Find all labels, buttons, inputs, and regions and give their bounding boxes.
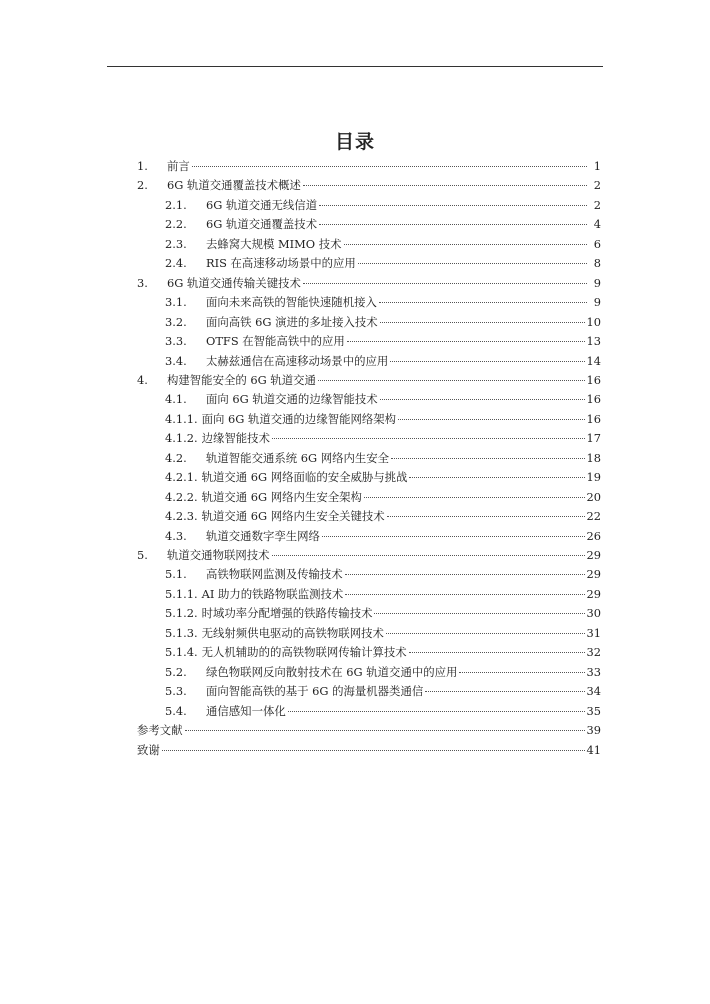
toc-entry-number: 5.4. — [165, 703, 187, 718]
toc-entry-title: 高铁物联网监测及传输技术 — [206, 567, 343, 582]
dot-leader — [345, 574, 585, 575]
toc-entry[interactable] — [165, 430, 601, 449]
toc-entry-number: 5.1. — [165, 567, 187, 582]
toc-entry-title: 面向智能高铁的基于 6G 的海量机器类通信 — [206, 684, 424, 699]
toc-entry-title: OTFS 在智能高铁中的应用 — [206, 334, 345, 349]
toc-entry-page: 29 — [586, 548, 601, 562]
dot-leader — [162, 750, 585, 751]
toc-entry-page: 14 — [586, 353, 601, 368]
toc-title: 目录 — [334, 131, 375, 153]
toc-entry[interactable] — [165, 469, 601, 488]
toc-entry-title: 轨道交通 6G 网络面临的安全威胁与挑战 — [201, 470, 408, 485]
toc-entry-number: 5. — [137, 548, 148, 562]
dot-leader — [318, 380, 585, 381]
dot-leader — [185, 730, 585, 731]
toc-entry-number: 3.1. — [165, 295, 187, 310]
toc-entry-number: 2.1. — [165, 197, 187, 212]
dot-leader — [379, 302, 587, 303]
dot-leader — [303, 283, 587, 284]
toc-entry[interactable] — [165, 508, 601, 527]
dot-leader — [272, 438, 585, 439]
toc-entry-title: 6G 轨道交通覆盖技术概述 — [167, 178, 301, 193]
toc-entry-title: 面向未来高铁的智能快速随机接入 — [206, 295, 377, 310]
dot-leader — [387, 516, 585, 517]
toc-entry-number: 3. — [137, 275, 148, 290]
toc-entry-page: 22 — [586, 509, 601, 524]
toc-entry[interactable] — [137, 177, 601, 196]
toc-entry-page: 2 — [593, 178, 601, 193]
toc-entry-number: 5.1.4. — [165, 645, 198, 660]
dot-leader — [319, 224, 587, 225]
toc-entry-number: 4.2.1. — [165, 470, 198, 485]
dot-leader — [322, 536, 585, 537]
toc-entry-title: 边缘智能技术 — [201, 431, 270, 446]
toc-entry-page: 33 — [586, 664, 601, 679]
toc-entry-number: 3.2. — [165, 314, 187, 329]
toc-entry[interactable] — [137, 158, 601, 177]
toc-entry-number: 1. — [137, 159, 148, 173]
toc-entry-number: 3.4. — [165, 353, 187, 368]
dot-leader — [380, 322, 585, 323]
toc-entry[interactable] — [165, 391, 601, 410]
toc-entry[interactable] — [165, 197, 601, 216]
toc-entry-title: 前言 — [167, 159, 190, 173]
toc-entry-page: 34 — [586, 684, 601, 699]
toc-entry-page: 10 — [586, 314, 601, 329]
toc-entry[interactable] — [137, 547, 601, 566]
dot-leader — [409, 652, 585, 653]
toc-entry-number: 3.3. — [165, 334, 187, 349]
toc-entry[interactable] — [165, 236, 601, 255]
toc-entry-page: 29 — [586, 586, 601, 601]
toc-entry-title: 轨道交通物联网技术 — [167, 548, 270, 562]
toc-entry[interactable] — [165, 625, 601, 644]
toc-entry-number: 2.4. — [165, 256, 187, 271]
toc-entry-title: 致谢 — [137, 742, 160, 757]
toc-entry-number: 2.2. — [165, 217, 187, 232]
toc-entry[interactable] — [137, 722, 601, 741]
dot-leader — [409, 477, 584, 478]
toc-entry-page: 16 — [586, 392, 601, 407]
dot-leader — [386, 633, 585, 634]
toc-entry-number: 5.1.3. — [165, 625, 198, 640]
toc-entry[interactable] — [165, 411, 601, 430]
toc-entry-page: 4 — [593, 217, 601, 232]
header-rule — [107, 66, 603, 67]
dot-leader — [319, 205, 587, 206]
toc-entry-number: 5.3. — [165, 684, 187, 699]
toc-entry-title: 去蜂窝大规模 MIMO 技术 — [206, 236, 342, 251]
toc-entry-title: 轨道智能交通系统 6G 网络内生安全 — [206, 450, 390, 465]
toc-entry-title: AI 助力的铁路物联监测技术 — [201, 586, 344, 601]
dot-leader — [425, 691, 584, 692]
toc-entry[interactable] — [165, 566, 601, 585]
toc-entry-title: 时域功率分配增强的铁路传输技术 — [201, 606, 373, 621]
toc-entry-page: 9 — [593, 295, 601, 310]
dot-leader — [288, 711, 585, 712]
dot-leader — [358, 263, 587, 264]
toc-entry[interactable] — [165, 314, 601, 333]
dot-leader — [344, 244, 587, 245]
dot-leader — [391, 458, 584, 459]
dot-leader — [364, 497, 585, 498]
toc-entry[interactable] — [165, 450, 601, 469]
toc-entry-page: 1 — [593, 159, 601, 173]
dot-leader — [347, 341, 585, 342]
toc-entry-page: 41 — [586, 742, 601, 757]
toc-entry-title: 构建智能安全的 6G 轨道交通 — [167, 372, 316, 387]
toc-entry-page: 16 — [586, 411, 601, 426]
toc-entry[interactable] — [137, 275, 601, 294]
toc-entry-number: 4.1.2. — [165, 431, 198, 446]
toc-entry-title: 面向 6G 轨道交通的边缘智能技术 — [206, 392, 378, 407]
toc-entry[interactable] — [165, 605, 601, 624]
toc-entry[interactable] — [165, 353, 601, 372]
toc-entry[interactable] — [165, 703, 601, 722]
toc-entry[interactable] — [165, 644, 601, 663]
toc-entry[interactable] — [165, 586, 601, 605]
toc-entry-page: 18 — [586, 450, 601, 465]
toc-entry-title: 轨道交通数字孪生网络 — [206, 528, 320, 543]
toc-entry-number: 4.1. — [165, 392, 187, 407]
toc-entry-number: 2.3. — [165, 236, 187, 251]
dot-leader — [303, 185, 587, 186]
toc-entry-number: 5.1.2. — [165, 606, 198, 621]
toc-entry-page: 30 — [586, 606, 601, 621]
toc-entry-page: 31 — [586, 625, 601, 640]
toc-entry-page: 26 — [586, 528, 601, 543]
toc-entry-title: 6G 轨道交通无线信道 — [206, 197, 318, 212]
toc-entry-page: 8 — [593, 256, 601, 271]
dot-leader — [272, 555, 585, 556]
toc-entry[interactable] — [165, 333, 601, 352]
toc-entry-number: 4.1.1. — [165, 411, 198, 426]
toc-entry-number: 5.1.1. — [165, 586, 198, 601]
toc-entry-page: 16 — [586, 372, 601, 387]
dot-leader — [192, 166, 587, 167]
toc-entry-number: 4. — [137, 372, 148, 387]
toc-entry-title: 面向 6G 轨道交通的边缘智能网络架构 — [201, 411, 397, 426]
toc-entry-page: 9 — [593, 275, 601, 290]
dot-leader — [374, 613, 584, 614]
toc-entry-title: 面向高铁 6G 演进的多址接入技术 — [206, 314, 378, 329]
toc-entry[interactable] — [137, 372, 601, 391]
toc-entry-page: 39 — [586, 723, 601, 738]
toc-entry-title: 无人机辅助的的高铁物联网传输计算技术 — [201, 645, 407, 660]
dot-leader — [390, 361, 584, 362]
toc-entry-number: 5.2. — [165, 664, 187, 679]
toc-entry[interactable] — [165, 683, 601, 702]
toc-entry-number: 4.3. — [165, 528, 187, 543]
toc-entry[interactable] — [165, 489, 601, 508]
toc-entry-page: 32 — [586, 645, 601, 660]
toc-entry-title: 6G 轨道交通传输关键技术 — [167, 275, 301, 290]
toc-entry-page: 13 — [586, 334, 601, 349]
toc-entry-title: 绿色物联网反向散射技术在 6G 轨道交通中的应用 — [206, 664, 458, 679]
toc-entry[interactable] — [165, 216, 601, 235]
toc-entry-page: 17 — [586, 431, 601, 446]
toc-entry-title: 参考文献 — [137, 723, 183, 738]
toc-entry-title: 无线射频供电驱动的高铁物联网技术 — [201, 625, 384, 640]
toc-entry-page: 20 — [586, 489, 601, 504]
toc-entry-title: 轨道交通 6G 网络内生安全架构 — [201, 489, 362, 504]
dot-leader — [345, 594, 584, 595]
toc-entry[interactable] — [165, 664, 601, 683]
dot-leader — [398, 419, 584, 420]
toc-entry-page: 19 — [586, 470, 601, 485]
toc-entry-page: 2 — [593, 197, 601, 212]
dot-leader — [459, 672, 584, 673]
toc-entry-number: 4.2.3. — [165, 509, 198, 524]
toc-entry[interactable] — [165, 255, 601, 274]
dot-leader — [380, 399, 585, 400]
toc-entry-title: 6G 轨道交通覆盖技术 — [206, 217, 318, 232]
toc-entry-number: 4.2.2. — [165, 489, 198, 504]
toc-entry[interactable] — [165, 528, 601, 547]
toc-entry-title: 轨道交通 6G 网络内生安全关键技术 — [201, 509, 385, 524]
toc-entry-number: 4.2. — [165, 450, 187, 465]
toc-entry[interactable] — [137, 742, 601, 761]
toc-entry-number: 2. — [137, 178, 148, 193]
toc-entry-title: RIS 在高速移动场景中的应用 — [206, 256, 356, 271]
toc-entry-page: 35 — [586, 703, 601, 718]
toc-entry[interactable] — [165, 294, 601, 313]
toc-entry-page: 29 — [586, 567, 601, 582]
toc-entry-title: 通信感知一体化 — [206, 703, 286, 718]
toc-entry-page: 6 — [593, 236, 601, 251]
toc-entry-title: 太赫兹通信在高速移动场景中的应用 — [206, 353, 389, 368]
